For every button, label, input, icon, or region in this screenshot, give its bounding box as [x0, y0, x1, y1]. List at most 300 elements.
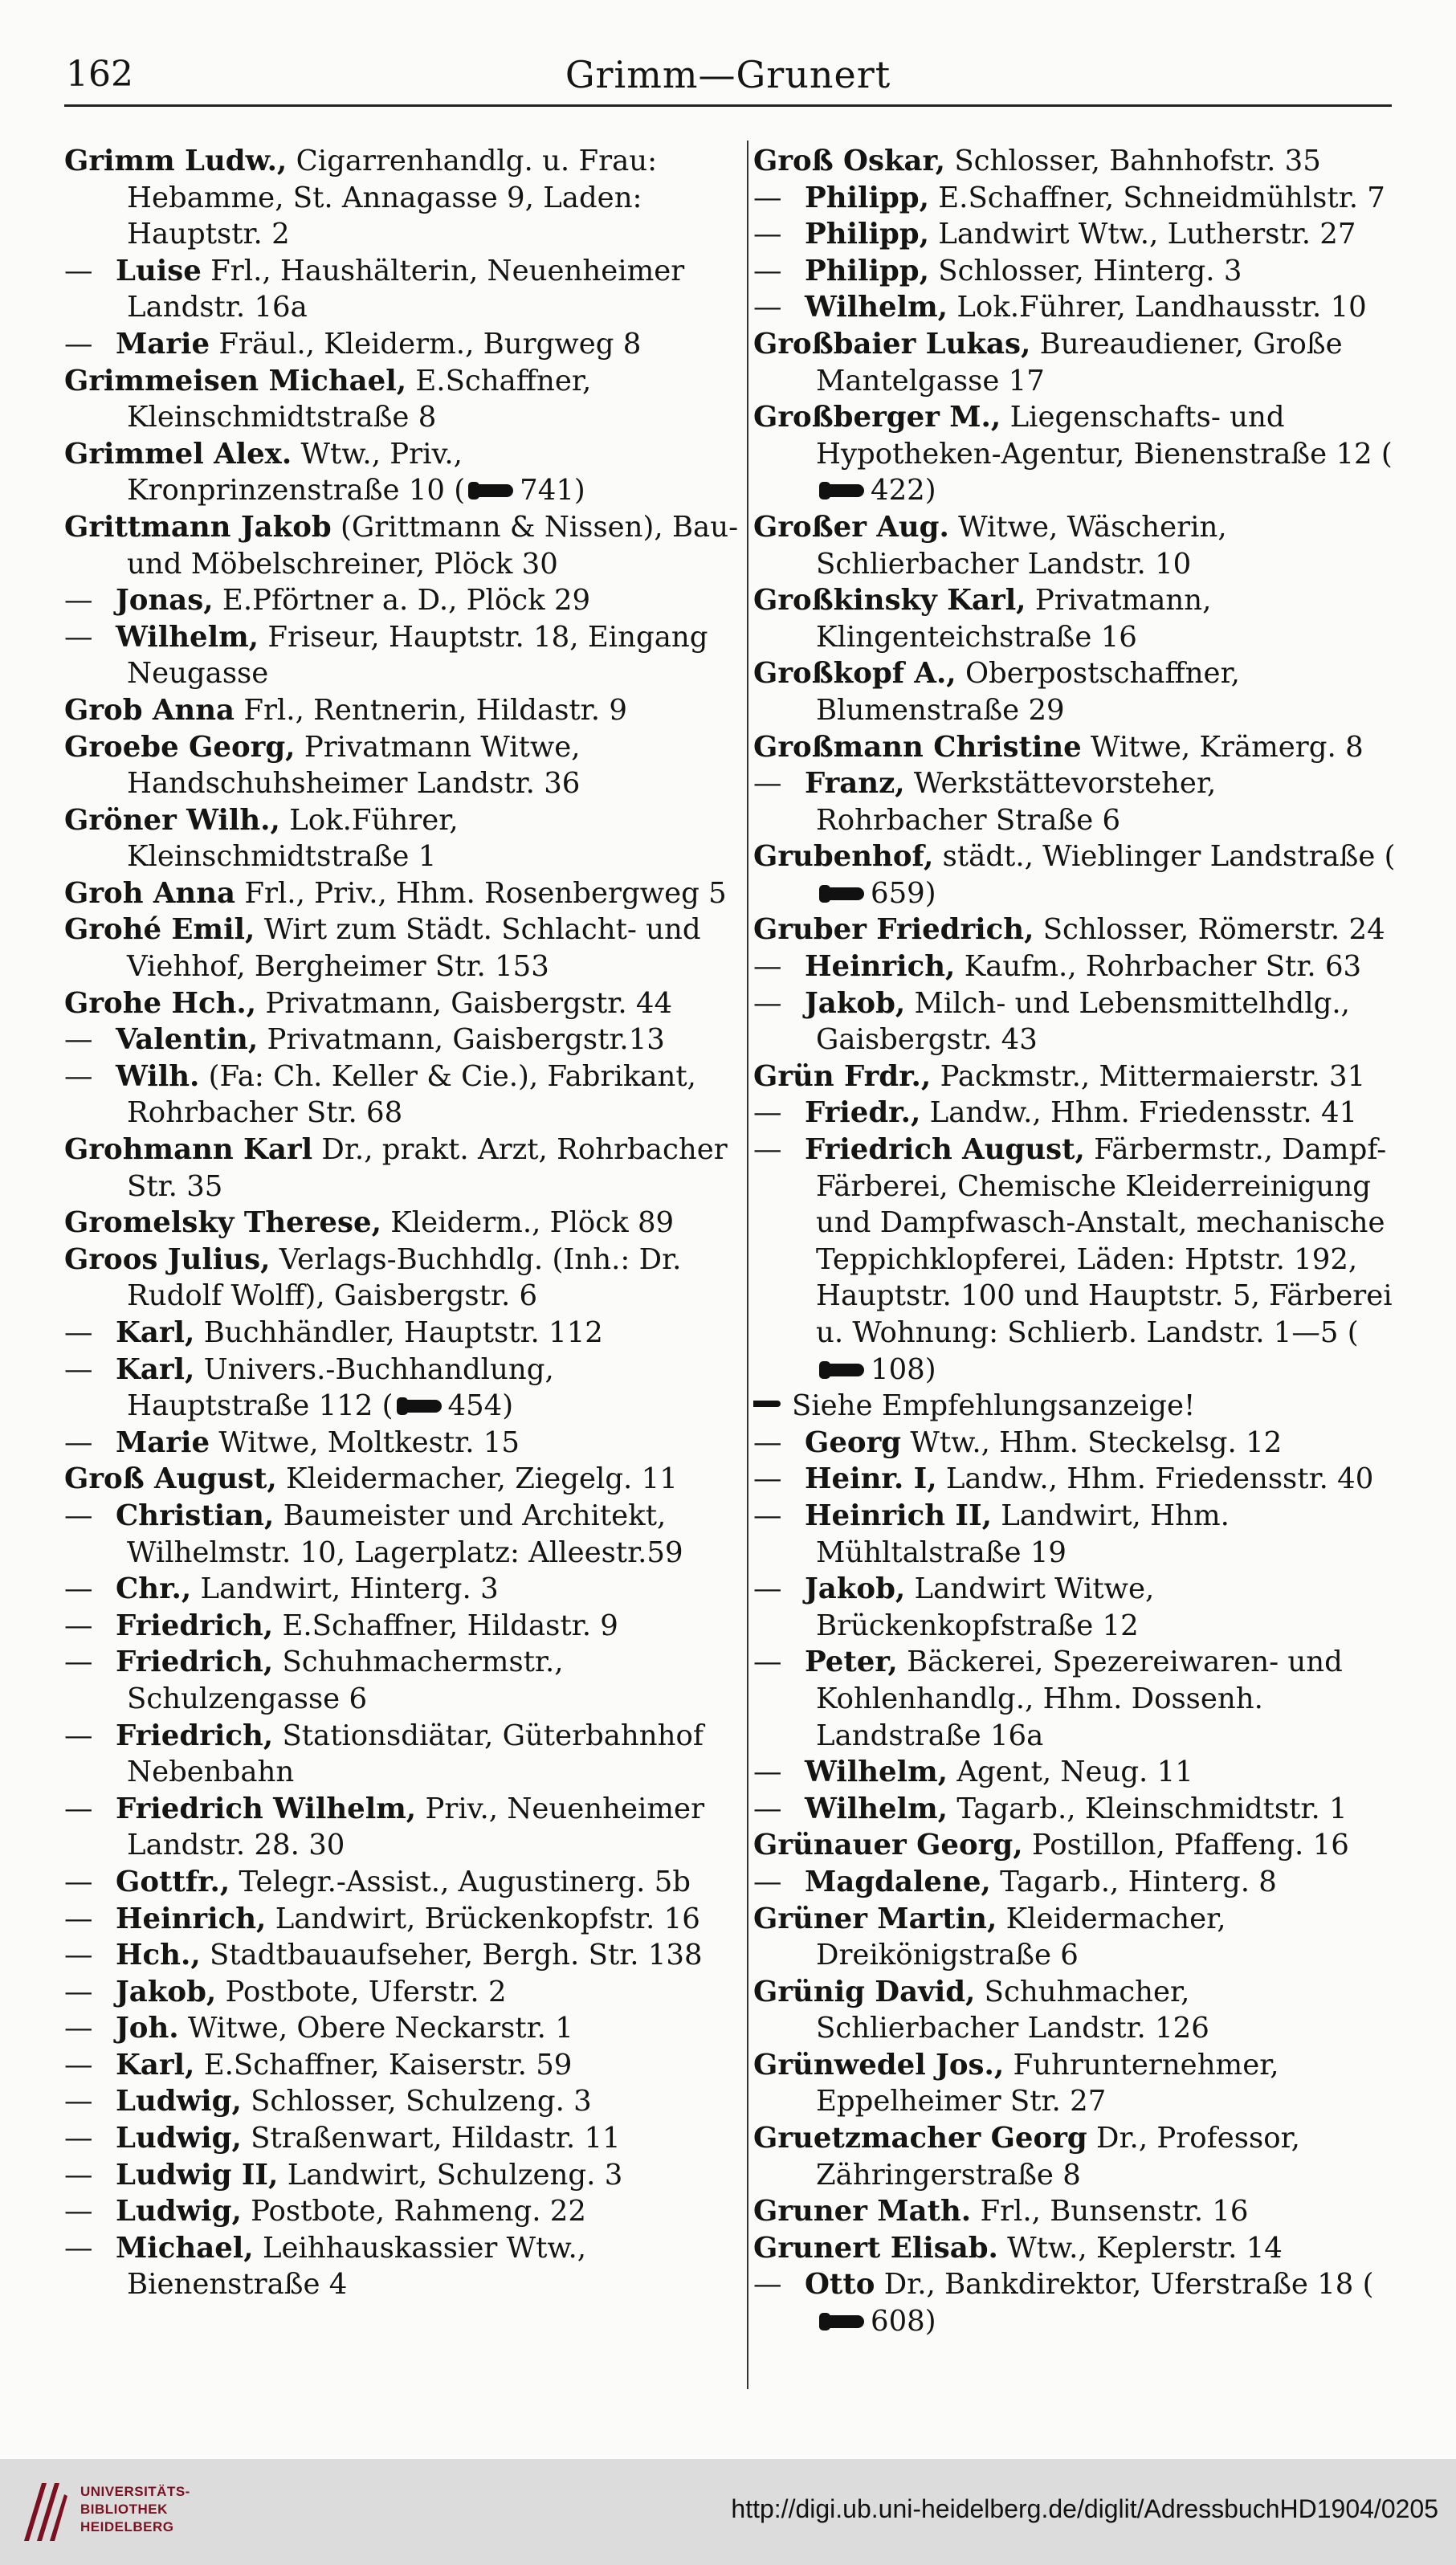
- entry-name: Wilhelm,: [805, 1792, 948, 1825]
- entry-details: ): [924, 876, 936, 910]
- entry-details: Schlosser, Römerstr. 24: [1034, 913, 1385, 947]
- ditto-dash: —: [753, 986, 782, 1020]
- entry-details: Lok.Führer, Kleinschmidtstraße 1: [127, 803, 459, 874]
- entry-name: Grün Frdr.,: [753, 1059, 932, 1093]
- entry-name: Ludwig II,: [116, 2158, 279, 2192]
- directory-entry: [64, 619, 743, 692]
- entry-name: Groos Julius,: [64, 1242, 271, 1276]
- entry-details: Schuhmachermstr., Schulzengasse 6: [127, 1645, 564, 1715]
- entry-details: Witwe, Obere Neckarstr. 1: [178, 2012, 573, 2045]
- entry-details: Bäckerei, Spezereiwaren- und Kohlenhandlg., Hhm. Dossenh. Landstraße 16a: [816, 1645, 1343, 1752]
- entry-details: Frl., Priv., Hhm. Rosenbergweg 5: [235, 876, 727, 910]
- entry-name: Jakob,: [805, 986, 906, 1020]
- entry-name: Grünwedel Jos.,: [753, 2048, 1005, 2082]
- viewer-footer: [0, 2459, 1456, 2565]
- directory-entry: [753, 2230, 1396, 2267]
- entry-details: Baumeister und Architekt, Wilhelmstr. 10, Lagerplatz: Alleestr.59: [127, 1499, 683, 1569]
- telephone-icon: [819, 482, 867, 501]
- entry-name: Karl,: [116, 1352, 195, 1386]
- ditto-dash: —: [64, 254, 93, 287]
- entry-details: Postillon, Pfaffeng. 16: [1022, 1829, 1349, 1862]
- directory-entry: [753, 1791, 1396, 1828]
- directory-entry: [64, 143, 743, 253]
- entry-name: Heinr. I,: [805, 1462, 937, 1496]
- directory-entry: [753, 2120, 1396, 2193]
- entry-name: Franz,: [805, 767, 905, 801]
- directory-entry: [64, 2010, 743, 2047]
- ditto-dash: —: [64, 2122, 93, 2155]
- directory-entry: [753, 655, 1396, 728]
- ditto-dash: —: [64, 2231, 93, 2265]
- entry-name: Gröner Wilh.,: [64, 803, 280, 837]
- entry-name: Grohe Hch.,: [64, 986, 257, 1020]
- entry-details: ): [924, 2305, 936, 2339]
- ditto-dash: —: [64, 1499, 93, 1532]
- directory-entry: [64, 1242, 743, 1315]
- entry-name: Ludwig,: [116, 2195, 242, 2229]
- entry-name: Grubenhof,: [753, 840, 934, 874]
- entry-name: Groh Anna: [64, 876, 236, 910]
- entry-name: Friedrich,: [116, 1645, 274, 1679]
- directory-entry: [753, 582, 1396, 655]
- entry-name: Peter,: [805, 1645, 898, 1679]
- entry-name: Georg: [805, 1425, 902, 1459]
- entry-name: Philipp,: [805, 181, 929, 214]
- entry-name: Otto: [805, 2268, 875, 2302]
- ditto-dash: —: [64, 2195, 93, 2229]
- entry-name: Grünauer Georg,: [753, 1829, 1023, 1862]
- directory-entry: [64, 875, 743, 912]
- entry-name: Großer Aug.: [753, 510, 949, 544]
- entry-details: Fuhrunternehmer, Eppelheimer Str. 27: [816, 2048, 1279, 2118]
- directory-entry: [753, 1827, 1396, 1864]
- directory-entry: [64, 2083, 743, 2120]
- directory-entry: [64, 802, 743, 875]
- directory-entry: [64, 1571, 743, 1608]
- entry-details: Landwirt Witwe, Brückenkopfstraße 12: [816, 1572, 1155, 1642]
- entry-details: Straßenwart, Hildastr. 11: [241, 2122, 621, 2155]
- logo-line: UNIVERSITÄTS-: [80, 2484, 190, 2499]
- entry-name: Großkopf A.,: [753, 657, 956, 691]
- entry-details: städt., Wieblinger Landstraße (: [933, 840, 1396, 874]
- ditto-dash: —: [64, 1975, 93, 2008]
- directory-entry: [753, 1058, 1396, 1095]
- telephone-icon: [819, 885, 867, 904]
- telephone-icon: [819, 1361, 867, 1380]
- ditto-dash: —: [64, 2158, 93, 2192]
- entry-details: Liegenschafts- und Hypotheken-Agentur, Bienenstraße 12 (: [816, 401, 1393, 471]
- entry-details: Postbote, Rahmeng. 22: [241, 2195, 586, 2229]
- entry-details: E.Schaffner, Schneidmühlstr. 7: [928, 181, 1385, 214]
- entry-name: Heinrich II,: [805, 1499, 992, 1532]
- telephone-icon: [819, 2313, 867, 2332]
- entry-name: Ludwig,: [116, 2085, 242, 2118]
- entry-details: Landw., Hhm. Friedensstr. 41: [920, 1096, 1358, 1130]
- entry-name: Luise: [116, 254, 202, 287]
- entry-details: Tagarb., Kleinschmidtstr. 1: [948, 1792, 1348, 1825]
- directory-entry: [64, 911, 743, 985]
- entry-details: E.Schaffner, Hildastr. 9: [273, 1609, 618, 1642]
- directory-entry: [753, 838, 1396, 911]
- entry-details: Lok.Führer, Landhausstr. 10: [948, 291, 1367, 324]
- entry-details: Oberpostschaffner, Blumenstraße 29: [816, 657, 1240, 727]
- directory-entry: [64, 1461, 743, 1498]
- directory-entry: [64, 1864, 743, 1901]
- entry-details: Priv., Neuenheimer Landstr. 28. 30: [127, 1792, 705, 1862]
- directory-entry: [64, 582, 743, 619]
- entry-details: ): [502, 1389, 514, 1423]
- entry-details: Landwirt, Brückenkopfstr. 16: [266, 1902, 700, 1935]
- entry-name: Grimm Ludw.,: [64, 145, 288, 177]
- directory-entry: [753, 729, 1396, 766]
- ditto-dash: —: [64, 1939, 93, 1972]
- ditto-dash: —: [64, 1792, 93, 1825]
- entry-name: Grimmel Alex.: [64, 437, 292, 471]
- directory-entry: [753, 143, 1396, 180]
- entry-name: Jonas,: [116, 584, 214, 618]
- entry-name: Friedrich Wilhelm,: [116, 1792, 417, 1825]
- ditto-dash: —: [753, 1133, 782, 1167]
- telephone-icon: [397, 1397, 445, 1417]
- ditto-dash: —: [753, 1792, 782, 1825]
- entry-name: Gruber Friedrich,: [753, 913, 1034, 947]
- entry-details: Buchhändler, Hauptstr. 112: [194, 1316, 603, 1349]
- entry-details: Agent, Neug. 11: [948, 1756, 1193, 1789]
- entry-name: Groß Oskar,: [753, 145, 946, 177]
- directory-entry: [64, 985, 743, 1022]
- directory-entry: [64, 2047, 743, 2084]
- directory-entry: [64, 1937, 743, 1974]
- entry-details: E.Schaffner, Kaiserstr. 59: [194, 2048, 573, 2082]
- ditto-dash: —: [753, 1865, 782, 1898]
- entry-name: Christian,: [116, 1499, 275, 1532]
- ditto-dash: —: [64, 1425, 93, 1459]
- entry-name: Friedrich August,: [805, 1133, 1085, 1167]
- entry-name: Magdalene,: [805, 1865, 991, 1898]
- entry-name: Gruetzmacher Georg: [753, 2122, 1087, 2155]
- directory-entry: [753, 1461, 1396, 1498]
- entry-name: Wilhelm,: [805, 291, 948, 324]
- directory-entry: [64, 2193, 743, 2230]
- entry-name: Philipp,: [805, 218, 929, 251]
- directory-entry: [753, 1425, 1396, 1462]
- directory-entry: [64, 1352, 743, 1425]
- ditto-dash: —: [64, 1352, 93, 1386]
- entry-details: Werkstättevorsteher, Rohrbacher Straße 6: [816, 767, 1217, 837]
- directory-entry: [753, 399, 1396, 509]
- entry-details: Telegr.-Assist., Augustinerg. 5b: [230, 1865, 691, 1898]
- ditto-dash: —: [64, 1902, 93, 1935]
- entry-details: ): [924, 474, 936, 508]
- ditto-dash: —: [753, 767, 782, 801]
- entry-name: Joh.: [116, 2012, 179, 2045]
- entry-details: Fräul., Kleiderm., Burgweg 8: [210, 327, 642, 361]
- entry-details: Kleidermacher, Ziegelg. 11: [276, 1462, 678, 1496]
- entry-details: (Fa: Ch. Keller & Cie.), Fabrikant, Rohrbacher Str. 68: [127, 1059, 696, 1130]
- entry-name: Großmann Christine: [753, 730, 1082, 764]
- library-logo-text: [80, 2483, 190, 2536]
- directory-entry: [753, 2047, 1396, 2120]
- entry-details: E.Schaffner, Kleinschmidtstraße 8: [127, 364, 592, 434]
- entry-name: Großbaier Lukas,: [753, 327, 1031, 361]
- entry-details: (Grittmann & Nissen), Bau- und Möbelschreiner, Plöck 30: [127, 510, 739, 581]
- entry-details: Wtw., Keplerstr. 14: [997, 2231, 1283, 2265]
- entry-details: Verlags-Buchhdlg. (Inh.: Dr. Rudolf Wolff), Gaisbergstr. 6: [127, 1242, 682, 1313]
- directory-entry: [753, 253, 1396, 290]
- directory-entry: [64, 1132, 743, 1205]
- directory-entry: [64, 1022, 743, 1058]
- entry-name: Friedr.,: [805, 1096, 921, 1130]
- page-number: 162: [66, 54, 133, 95]
- entry-details: Privatmann, Gaisbergstr.13: [258, 1023, 665, 1057]
- entry-details: Siehe Empfehlungsanzeige!: [792, 1389, 1196, 1423]
- entry-name: Gruner Math.: [753, 2195, 972, 2229]
- entry-details: Witwe, Krämerg. 8: [1081, 730, 1364, 764]
- entry-name: Marie: [116, 1425, 210, 1459]
- directory-entry: [64, 1791, 743, 1864]
- telephone-number: 108: [871, 1352, 925, 1386]
- entry-name: Wilhelm,: [805, 1756, 948, 1789]
- library-logo-icon: [18, 2477, 69, 2547]
- ditto-dash: —: [753, 1462, 782, 1496]
- entry-details: Wtw., Priv., Kronprinzenstraße 10 (: [127, 437, 466, 508]
- entry-name: Heinrich,: [805, 950, 956, 984]
- entry-name: Grittmann Jakob: [64, 510, 332, 544]
- ditto-dash: —: [64, 327, 93, 361]
- directory-entry: [64, 1205, 743, 1242]
- ditto-dash: —: [64, 2048, 93, 2082]
- entry-details: Bureaudiener, Große Mantelgasse 17: [816, 327, 1343, 398]
- directory-entry: [64, 1901, 743, 1938]
- ditto-dash: —: [64, 2012, 93, 2045]
- page-header: [0, 47, 1456, 103]
- entry-details: Landwirt, Hhm. Mühltalstraße 19: [816, 1499, 1230, 1569]
- entry-details: Dr., prakt. Arzt, Rohrbacher Str. 35: [127, 1133, 728, 1203]
- directory-entry: [64, 1425, 743, 1462]
- entry-details: Kaufm., Rohrbacher Str. 63: [955, 950, 1362, 984]
- entry-name: Großberger M.,: [753, 401, 1001, 434]
- entry-details: Privatmann, Gaisbergstr. 44: [256, 986, 673, 1020]
- directory-entry: [753, 1864, 1396, 1901]
- entry-details: Univers.-Buchhandlung, Hauptstraße 112 (: [127, 1352, 554, 1423]
- entry-name: Gromelsky Therese,: [64, 1206, 381, 1240]
- directory-entry: [64, 692, 743, 729]
- ditto-dash: —: [753, 181, 782, 214]
- directory-entry: [753, 1498, 1396, 1571]
- entry-name: Heinrich,: [116, 1902, 267, 1935]
- entry-name: Chr.,: [116, 1572, 192, 1606]
- directory-entry: [64, 1974, 743, 2011]
- entry-details: Frl., Rentnerin, Hildastr. 9: [235, 693, 627, 727]
- entry-name: Hch.,: [116, 1939, 201, 1972]
- ditto-dash: —: [753, 1645, 782, 1679]
- directory-entry: [64, 326, 743, 363]
- directory-entry: [753, 985, 1396, 1058]
- entry-name: Grohé Emil,: [64, 913, 255, 947]
- entry-name: Grüner Martin,: [753, 1902, 997, 1935]
- left-column: [64, 143, 743, 2392]
- directory-entry: [753, 326, 1396, 399]
- entry-details: Landwirt Wtw., Lutherstr. 27: [928, 218, 1356, 251]
- directory-entry: [753, 765, 1396, 838]
- ditto-dash: —: [753, 1572, 782, 1606]
- entry-details: Landwirt, Hinterg. 3: [191, 1572, 499, 1606]
- entry-details: ): [573, 474, 585, 508]
- ditto-dash: —: [64, 1865, 93, 1898]
- entry-name: Friedrich,: [116, 1719, 274, 1752]
- entry-name: Grimmeisen Michael,: [64, 364, 407, 398]
- entry-details: Privatmann, Klingenteichstraße 16: [816, 584, 1212, 654]
- entry-name: Karl,: [116, 1316, 195, 1349]
- ditto-dash: —: [753, 1756, 782, 1789]
- entry-details: Schlosser, Bahnhofstr. 35: [945, 145, 1321, 177]
- entry-details: Färbermstr., Dampf-Färberei, Chemische Kleiderreinigung und Dampfwasch-Anstalt, mechanische Teppichklopferei, Läden: Hptstr. 192, Hauptstr. 100 und Hauptstr. 5, Färberei u. Wohnung: Schlierb. Landstr. 1—5 (: [816, 1133, 1393, 1349]
- directory-entry: [64, 1644, 743, 1717]
- ditto-dash: —: [64, 1023, 93, 1057]
- ditto-dash: —: [64, 2085, 93, 2118]
- entry-name: Friedrich,: [116, 1609, 274, 1642]
- directory-entry: [753, 1644, 1396, 1754]
- entry-details: Kleidermacher, Dreikönigstraße 6: [816, 1902, 1226, 1972]
- entry-details: Packmstr., Mittermaierstr. 31: [931, 1059, 1366, 1093]
- directory-entry: [64, 2157, 743, 2194]
- directory-entry: [753, 1754, 1396, 1791]
- telephone-number: 659: [871, 876, 925, 910]
- ditto-dash: —: [64, 1059, 93, 1093]
- ditto-dash: —: [64, 1609, 93, 1642]
- entry-details: Schlosser, Hinterg. 3: [928, 254, 1242, 287]
- directory-entry: [64, 2230, 743, 2303]
- entry-details: Milch- und Lebensmittelhdlg., Gaisbergstr. 43: [816, 986, 1350, 1057]
- entry-details: Friseur, Hauptstr. 18, Eingang Neugasse: [127, 620, 708, 691]
- entry-name: Grunert Elisab.: [753, 2231, 998, 2265]
- directory-entry: [753, 1901, 1396, 1974]
- entry-name: Wilhelm,: [116, 620, 259, 654]
- directory-entry: [753, 911, 1396, 948]
- entry-details: Kleiderm., Plöck 89: [381, 1206, 675, 1240]
- entry-details: Postbote, Uferstr. 2: [216, 1975, 507, 2008]
- entry-details: Dr., Bankdirektor, Uferstraße 18 (: [875, 2268, 1374, 2302]
- right-column: [753, 143, 1396, 2392]
- header-rule: [64, 104, 1392, 107]
- ditto-dash: —: [64, 620, 93, 654]
- entry-details: Schlosser, Schulzeng. 3: [241, 2085, 592, 2118]
- ditto-dash: —: [753, 1499, 782, 1532]
- entry-name: Groebe Georg,: [64, 730, 296, 764]
- ditto-dash: —: [64, 1316, 93, 1349]
- entry-details: E.Pförtner a. D., Plöck 29: [213, 584, 591, 618]
- entry-name: Valentin,: [116, 1023, 259, 1057]
- entry-details: Leihhauskassier Wtw., Bienenstraße 4: [127, 2231, 587, 2302]
- entry-name: Grohmann Karl: [64, 1133, 313, 1167]
- entry-name: Ludwig,: [116, 2122, 242, 2155]
- directory-entry: [64, 436, 743, 509]
- entry-name: Marie: [116, 327, 210, 361]
- entry-details: Witwe, Wäscherin, Schlierbacher Landstr. 10: [816, 510, 1227, 581]
- ditto-dash: —: [64, 584, 93, 618]
- ditto-dash: —: [753, 1096, 782, 1130]
- entry-details: Schuhmacher, Schlierbacher Landstr. 126: [816, 1975, 1209, 2045]
- entry-details: Stationsdiätar, Güterbahnhof Nebenbahn: [127, 1719, 704, 1789]
- entry-name: Philipp,: [805, 254, 929, 287]
- ditto-dash: —: [753, 218, 782, 251]
- entry-name: Karl,: [116, 2048, 195, 2082]
- source-url-link[interactable]: http://digi.ub.uni-heidelberg.de/diglit/AdressbuchHD1904/0205: [731, 2494, 1438, 2523]
- directory-entry: [64, 1608, 743, 1645]
- ditto-dash: —: [64, 1572, 93, 1606]
- entry-name: Jakob,: [805, 1572, 906, 1606]
- entry-details: Witwe, Moltkestr. 15: [210, 1425, 520, 1459]
- telephone-number: 608: [871, 2305, 925, 2339]
- directory-entry: [64, 2120, 743, 2157]
- ditto-dash: —: [753, 1425, 782, 1459]
- directory-entry: [753, 289, 1396, 326]
- directory-entry: [64, 363, 743, 436]
- entry-name: Jakob,: [116, 1975, 217, 2008]
- running-head: Grimm—Grunert: [565, 53, 891, 96]
- directory-entry: [64, 1058, 743, 1132]
- entry-details: Stadtbauaufseher, Bergh. Str. 138: [200, 1939, 703, 1972]
- directory-entry: [753, 1095, 1396, 1132]
- directory-entry: [753, 1132, 1396, 1388]
- directory-entry: [753, 180, 1396, 217]
- entry-details: Frl., Bunsenstr. 16: [971, 2195, 1249, 2229]
- ditto-dash: —: [64, 1645, 93, 1679]
- ditto-dash: —: [753, 291, 782, 324]
- logo-line: HEIDELBERG: [80, 2519, 174, 2534]
- ditto-dash: —: [753, 254, 782, 287]
- directory-entry: [753, 1571, 1396, 1644]
- ditto-dash: —: [64, 1719, 93, 1752]
- telephone-number: 741: [520, 474, 574, 508]
- entry-details: Landwirt, Schulzeng. 3: [278, 2158, 623, 2192]
- entry-name: Michael,: [116, 2231, 254, 2265]
- entry-details: Frl., Haushälterin, Neuenheimer Landstr. 16a: [127, 254, 685, 324]
- directory-entry: [64, 1315, 743, 1352]
- entry-details: Landw., Hhm. Friedensstr. 40: [936, 1462, 1374, 1496]
- ditto-dash: —: [753, 2268, 782, 2302]
- directory-entry: [753, 948, 1396, 985]
- entry-details: Wtw., Hhm. Steckelsg. 12: [901, 1425, 1283, 1459]
- telephone-number: 422: [871, 474, 925, 508]
- entry-name: Groß August,: [64, 1462, 277, 1496]
- entry-details: Cigarrenhandlg. u. Frau: Hebamme, St. Annagasse 9, Laden: Hauptstr. 2: [127, 145, 658, 251]
- directory-entry: [64, 1718, 743, 1791]
- directory-entry: [64, 509, 743, 582]
- column-divider: [747, 141, 748, 2389]
- telephone-icon: [468, 482, 516, 501]
- entry-details: Tagarb., Hinterg. 8: [990, 1865, 1277, 1898]
- logo-line: BIBLIOTHEK: [80, 2502, 168, 2517]
- ditto-dash: —: [753, 950, 782, 984]
- directory-entry: [753, 509, 1396, 582]
- entry-name: Grob Anna: [64, 693, 235, 727]
- directory-entry: [753, 1974, 1396, 2047]
- pointing-hand-icon: [753, 1394, 782, 1417]
- entry-name: Gottfr.,: [116, 1865, 230, 1898]
- entry-name: Grünig David,: [753, 1975, 976, 2008]
- entry-details: Dr., Professor, Zähringerstraße 8: [816, 2122, 1300, 2192]
- entry-name: Wilh.: [116, 1059, 200, 1093]
- entry-details: Wirt zum Städt. Schlacht- und Viehhof, Bergheimer Str. 153: [127, 913, 701, 984]
- directory-entry: [64, 1498, 743, 1571]
- entry-details: Privatmann Witwe, Handschuhsheimer Landstr. 36: [127, 730, 581, 801]
- telephone-number: 454: [447, 1389, 503, 1423]
- directory-entry: [64, 253, 743, 326]
- directory-entry: [64, 729, 743, 802]
- directory-entry: [753, 2193, 1396, 2230]
- entry-details: ): [924, 1352, 936, 1386]
